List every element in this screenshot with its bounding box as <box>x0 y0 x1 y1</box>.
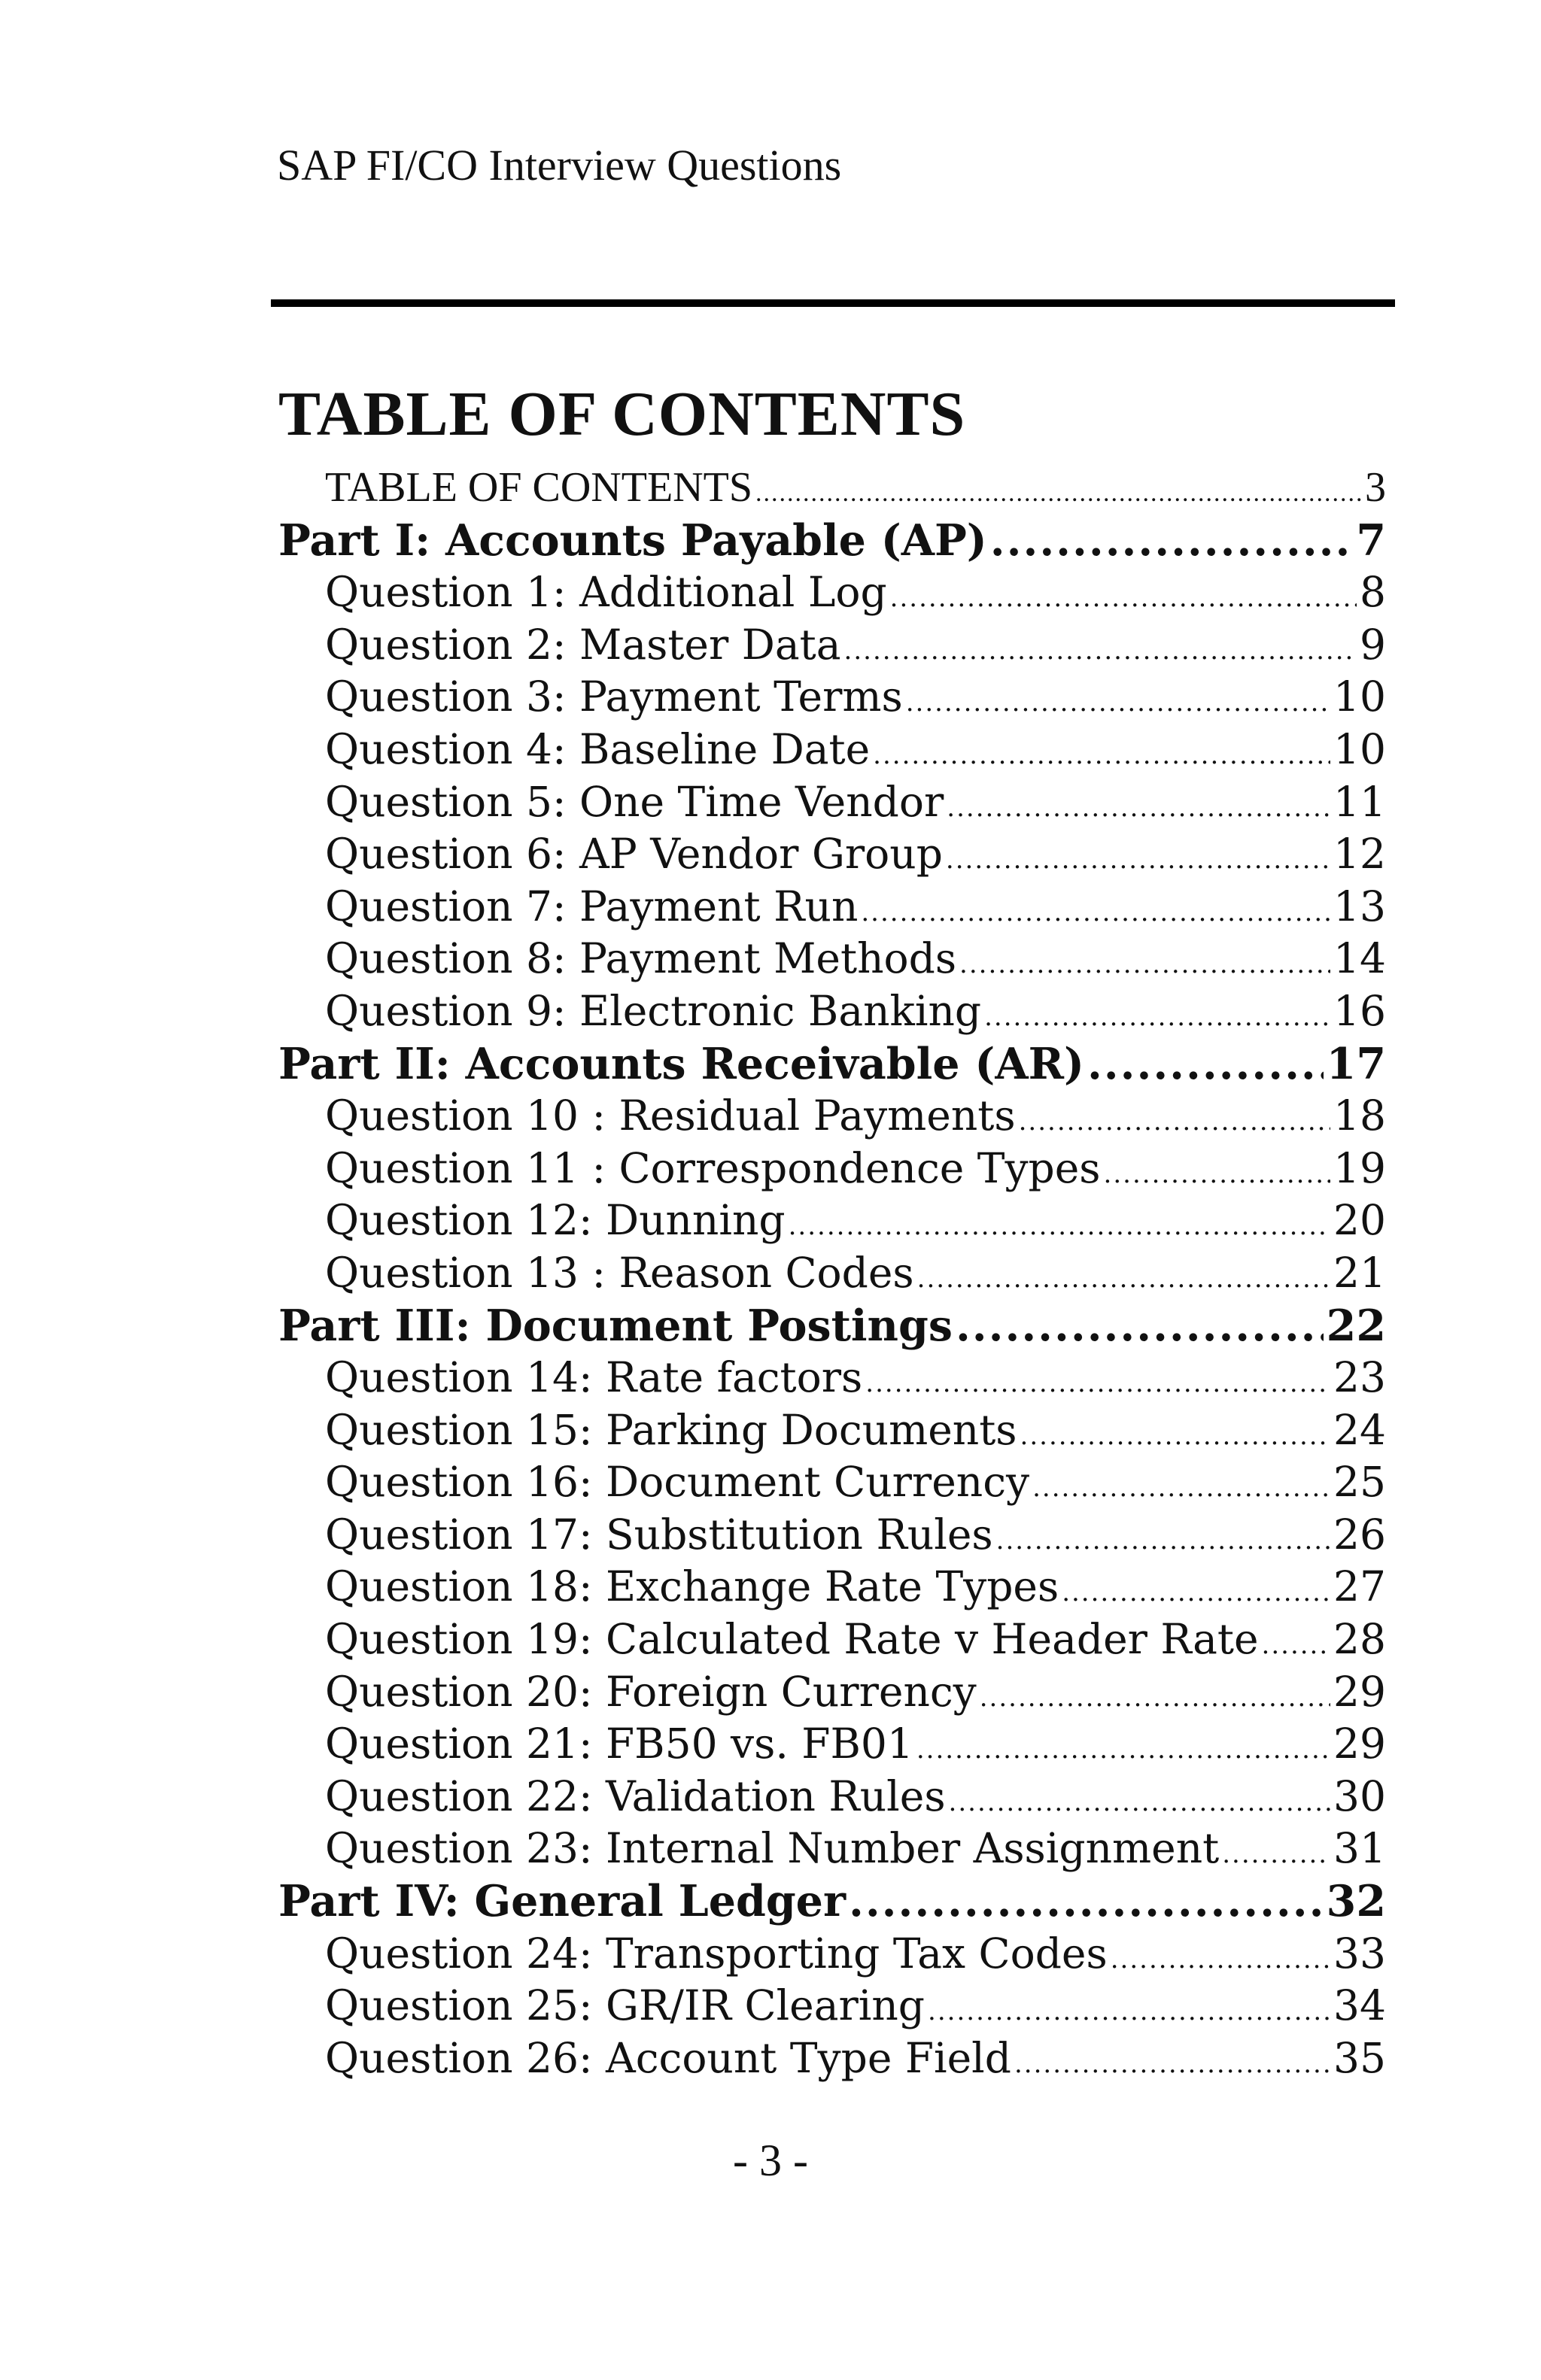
dot-leader <box>1111 1934 1330 1987</box>
toc-entry[interactable] <box>278 671 1386 724</box>
toc-entry-page-number: 17 <box>1326 1038 1386 1089</box>
toc-entry-title: Question 8: Payment Methods <box>325 934 957 983</box>
toc-entry-title: Question 11 : Correspondence Types <box>325 1143 1101 1192</box>
dot-leader <box>916 1724 1330 1777</box>
dot-leader <box>959 939 1330 991</box>
toc-entry-page-number: 9 <box>1360 620 1386 669</box>
toc-entry-title: Question 4: Baseline Date <box>325 724 871 773</box>
toc-entry-page-number: 10 <box>1333 724 1386 773</box>
toc-entry-title: Question 15: Parking Documents <box>325 1405 1017 1454</box>
toc-entry-page-number: 28 <box>1333 1615 1386 1664</box>
toc-entry-title: Question 24: Transporting Tax Codes <box>325 1929 1108 1978</box>
toc-entry[interactable] <box>278 1195 1386 1247</box>
toc-entry-page-number: 25 <box>1333 1458 1386 1507</box>
toc-entry[interactable] <box>278 881 1386 933</box>
toc-entry-title: Question 5: One Time Vendor <box>325 777 944 826</box>
toc-entry-title: Question 9: Electronic Banking <box>325 986 982 1035</box>
toc-entry[interactable] <box>278 985 1386 1038</box>
dot-leader <box>1104 1149 1330 1201</box>
toc-entry[interactable] <box>278 1561 1386 1613</box>
dot-leader <box>1032 1462 1330 1515</box>
toc-entry[interactable] <box>278 1928 1386 1981</box>
dot-leader <box>1019 1096 1330 1149</box>
toc-entry-page-number: 30 <box>1333 1771 1386 1820</box>
toc-entry-page-number: 34 <box>1333 1981 1386 2030</box>
toc-entry-page-number: 16 <box>1333 986 1386 1035</box>
toc-entry-title: Question 6: AP Vendor Group <box>325 830 943 879</box>
toc-entry-page-number: 35 <box>1333 2033 1386 2082</box>
toc-entry[interactable] <box>278 566 1386 619</box>
dot-leader <box>873 730 1330 782</box>
dot-leader <box>789 1201 1330 1253</box>
dot-leader <box>1262 1620 1330 1672</box>
toc-entry[interactable] <box>278 776 1386 829</box>
dot-leader <box>1014 2038 1330 2091</box>
dot-leader <box>861 887 1330 940</box>
toc-entry[interactable] <box>278 1823 1386 1875</box>
dot-leader <box>865 1358 1330 1410</box>
toc-entry[interactable] <box>278 1980 1386 2032</box>
header-rule <box>271 299 1395 307</box>
dot-leader <box>984 991 1330 1044</box>
toc-entry-page-number: 21 <box>1333 1248 1386 1297</box>
toc-entry-title: Question 23: Internal Number Assignment <box>325 1824 1220 1873</box>
toc-entry-page-number: 3 <box>1365 464 1386 511</box>
toc-entry-title: Question 1: Additional Log <box>325 568 887 617</box>
toc-entry-title: Question 20: Foreign Currency <box>325 1667 977 1716</box>
toc-entry-title: Question 25: GR/IR Clearing <box>325 1981 926 2030</box>
toc-entry-title: Question 26: Account Type Field <box>325 2033 1011 2082</box>
running-header: SAP FI/CO Interview Questions <box>277 141 842 190</box>
toc-entry[interactable] <box>278 1143 1386 1195</box>
toc-entry-page-number: 12 <box>1333 830 1386 879</box>
dot-leader <box>1222 1829 1330 1881</box>
toc-part-entry[interactable] <box>278 1875 1386 1928</box>
toc-entry[interactable] <box>278 1509 1386 1562</box>
dot-leader <box>1087 1038 1324 1091</box>
toc-entry-page-number: 23 <box>1333 1353 1386 1402</box>
toc-entry-title: Question 18: Exchange Rate Types <box>325 1562 1059 1611</box>
toc-entry[interactable] <box>278 1771 1386 1823</box>
toc-entry[interactable] <box>278 1247 1386 1300</box>
toc-entry-title: Question 10 : Residual Payments <box>325 1091 1016 1140</box>
toc-entry-page-number: 26 <box>1333 1510 1386 1559</box>
toc-entry-title: Question 14: Rate factors <box>325 1353 863 1402</box>
toc-entry-title: TABLE OF CONTENTS <box>325 464 752 511</box>
dot-leader <box>844 625 1357 678</box>
dot-leader <box>1062 1567 1330 1620</box>
toc-entry-page-number: 33 <box>1333 1929 1386 1978</box>
toc-entry-page-number: 20 <box>1333 1196 1386 1245</box>
toc-entry-title: Question 17: Substitution Rules <box>325 1510 993 1559</box>
toc-entry-title: Question 19: Calculated Rate v Header Rate <box>325 1615 1259 1664</box>
dot-leader <box>755 467 1362 520</box>
toc-entry-page-number: 32 <box>1326 1876 1386 1927</box>
dot-leader <box>1020 1410 1330 1463</box>
toc-entry[interactable] <box>278 2032 1386 2085</box>
toc-entry-page-number: 27 <box>1333 1562 1386 1611</box>
toc-entry-page-number: 29 <box>1333 1667 1386 1716</box>
dot-leader <box>906 677 1330 730</box>
toc-entry[interactable] <box>278 724 1386 776</box>
toc-entry[interactable] <box>278 933 1386 985</box>
toc-entry[interactable] <box>278 1456 1386 1509</box>
toc-part-entry[interactable] <box>278 1038 1386 1091</box>
toc-entry-title: Question 12: Dunning <box>325 1196 786 1245</box>
page-number: - 3 - <box>733 2136 808 2185</box>
toc-list <box>278 462 1386 2084</box>
toc-entry-page-number: 22 <box>1326 1300 1386 1351</box>
toc-part-entry[interactable] <box>278 515 1386 567</box>
dot-leader <box>928 1986 1330 2038</box>
toc-entry[interactable] <box>278 1352 1386 1404</box>
toc-entry-title: Question 2: Master Data <box>325 620 841 669</box>
toc-entry-title: Part IV: General Ledger <box>278 1876 846 1927</box>
toc-entry[interactable] <box>278 828 1386 881</box>
toc-entry-page-number: 10 <box>1333 672 1386 721</box>
toc-part-entry[interactable] <box>278 1300 1386 1352</box>
toc-entry[interactable] <box>278 1613 1386 1666</box>
toc-entry[interactable] <box>278 1404 1386 1457</box>
dot-leader <box>956 1300 1324 1352</box>
toc-heading: TABLE OF CONTENTS <box>278 379 966 449</box>
toc-entry-title: Question 16: Document Currency <box>325 1458 1030 1507</box>
toc-entry-page-number: 11 <box>1333 777 1386 826</box>
dot-leader <box>996 1515 1330 1568</box>
toc-entry[interactable] <box>278 1666 1386 1719</box>
dot-leader <box>890 572 1357 625</box>
toc-entry-title: Question 3: Payment Terms <box>325 672 903 721</box>
toc-entry-page-number: 7 <box>1356 515 1386 566</box>
toc-entry-title: Question 7: Payment Run <box>325 882 859 930</box>
toc-entry-page-number: 8 <box>1360 568 1386 617</box>
toc-entry-page-number: 31 <box>1333 1824 1386 1873</box>
toc-entry-page-number: 19 <box>1333 1143 1386 1192</box>
toc-entry-page-number: 14 <box>1333 934 1386 983</box>
toc-entry-page-number: 24 <box>1333 1405 1386 1454</box>
toc-entry-page-number: 13 <box>1333 882 1386 930</box>
dot-leader <box>946 834 1330 887</box>
toc-entry-title: Question 13 : Reason Codes <box>325 1248 914 1297</box>
toc-entry-title: Question 21: FB50 vs. FB01 <box>325 1720 913 1768</box>
dot-leader <box>980 1672 1330 1725</box>
dot-leader <box>990 515 1354 567</box>
dot-leader <box>947 782 1330 835</box>
toc-entry[interactable] <box>278 1718 1386 1771</box>
toc-entry-title: Part II: Accounts Receivable (AR) <box>278 1038 1084 1089</box>
toc-entry-page-number: 18 <box>1333 1091 1386 1140</box>
toc-entry[interactable] <box>278 462 1386 515</box>
toc-entry-page-number: 29 <box>1333 1720 1386 1768</box>
toc-entry-title: Question 22: Validation Rules <box>325 1771 946 1820</box>
toc-entry[interactable] <box>278 619 1386 672</box>
dot-leader <box>917 1253 1330 1306</box>
dot-leader <box>949 1777 1330 1829</box>
toc-entry-title: Part III: Document Postings <box>278 1300 953 1351</box>
toc-entry-title: Part I: Accounts Payable (AP) <box>278 515 987 566</box>
dot-leader <box>849 1875 1324 1928</box>
toc-entry[interactable] <box>278 1090 1386 1143</box>
